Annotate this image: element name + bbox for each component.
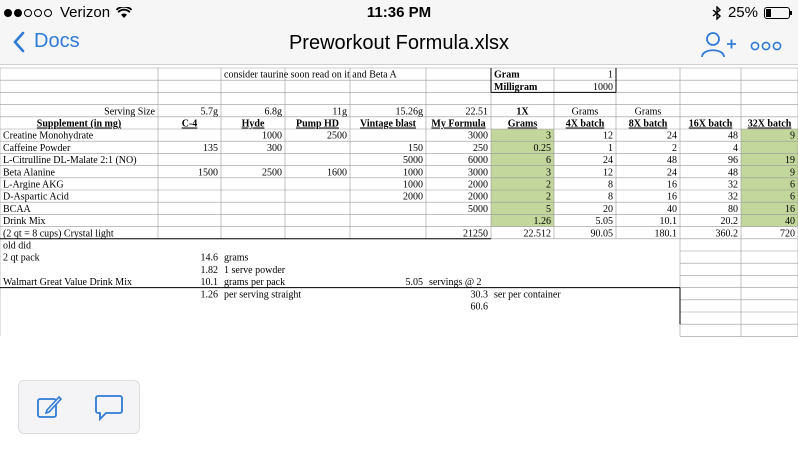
highlight-cell — [491, 178, 554, 190]
status-bar — [0, 0, 798, 26]
sheet-cell[interactable]: 2500 — [262, 167, 282, 179]
sheet-cell[interactable]: per serving straight — [224, 289, 302, 301]
sheet-cell[interactable]: 40 — [785, 216, 795, 228]
highlight-cell — [491, 153, 554, 165]
sheet-cell[interactable]: 8X batch — [628, 118, 668, 130]
sheet-cell[interactable]: 2 — [546, 191, 551, 203]
sheet-cell[interactable]: servings @ 2 — [429, 277, 482, 289]
sheet-cell[interactable]: 8 — [608, 191, 613, 203]
sheet-cell[interactable]: 2500 — [327, 130, 347, 142]
sheet-cell[interactable]: 135 — [203, 142, 218, 154]
sheet-cell[interactable]: 1000 — [593, 81, 613, 93]
highlight-cell — [491, 166, 554, 178]
sheet-cell[interactable]: 360.2 — [715, 228, 738, 240]
sheet-cell[interactable]: 5.05 — [405, 277, 423, 289]
sheet-cell[interactable]: grams — [224, 252, 249, 264]
sheet-cell[interactable]: 20 — [603, 203, 613, 215]
sheet-cell[interactable]: C-4 — [181, 118, 198, 130]
sheet-cell[interactable]: 90.05 — [590, 228, 613, 240]
sheet-cell[interactable]: 2 qt pack — [3, 252, 40, 264]
status-time: 11:36 PM — [366, 4, 432, 21]
sheet-cell[interactable]: 80 — [728, 203, 738, 215]
sheet-cell[interactable]: Beta Alanine — [3, 167, 55, 179]
sheet-cell[interactable]: 2000 — [468, 179, 488, 191]
sheet-cell[interactable]: 4 — [733, 142, 738, 154]
sheet-cell[interactable]: 1 serve powder — [224, 264, 286, 276]
sheet-cell[interactable]: 30.3 — [470, 289, 488, 301]
sheet-cell[interactable]: Walmart Great Value Drink Mix — [3, 277, 132, 289]
chevron-left-icon — [12, 31, 26, 53]
sheet-cell[interactable]: old did — [3, 240, 32, 252]
sheet-cell[interactable]: 150 — [408, 142, 423, 154]
sheet-cell[interactable]: 24 — [667, 167, 677, 179]
add-person-button[interactable] — [700, 30, 738, 65]
sheet-cell[interactable]: 24 — [603, 155, 613, 167]
sheet-cell[interactable]: 48 — [728, 167, 738, 179]
highlight-cell — [741, 141, 798, 153]
sheet-cell[interactable]: 720 — [780, 228, 795, 240]
sheet-cell[interactable]: 32 — [728, 191, 738, 203]
sheet-cell[interactable]: 3 — [546, 130, 551, 142]
sheet-cell[interactable]: 2 — [672, 142, 677, 154]
sheet-cell[interactable]: 6000 — [468, 155, 488, 167]
document-title: Preworkout Formula.xlsx — [288, 32, 510, 54]
sheet-cell[interactable]: 60.6 — [470, 301, 488, 313]
sheet-cell[interactable]: 48 — [667, 155, 677, 167]
sheet-cell[interactable]: 48 — [728, 130, 738, 142]
sheet-cell[interactable]: 32X batch — [747, 118, 792, 130]
sheet-cell[interactable]: 300 — [267, 142, 282, 154]
sheet-cell[interactable]: 2 — [546, 179, 551, 191]
sheet-cell[interactable]: 4X batch — [565, 118, 605, 130]
sheet-cell[interactable]: 6 — [790, 191, 795, 203]
sheet-cell[interactable]: 1.26 — [200, 289, 218, 301]
sheet-cell[interactable]: 9 — [790, 167, 795, 179]
sheet-cell[interactable]: 16 — [667, 179, 677, 191]
sheet-cell[interactable]: 6.8g — [264, 106, 282, 118]
more-icon — [750, 41, 782, 51]
sheet-cell[interactable]: 10.1 — [200, 277, 218, 289]
sheet-cell[interactable]: 10.1 — [659, 216, 677, 228]
highlight-cell — [491, 190, 554, 202]
sheet-cell[interactable]: 16 — [785, 203, 795, 215]
sheet-cell[interactable]: 2000 — [403, 191, 423, 203]
sheet-cell[interactable]: Grams — [571, 106, 599, 118]
nav-bar — [0, 26, 798, 65]
sheet-cell[interactable]: 5.7g — [200, 106, 218, 118]
sheet-cell[interactable]: 5000 — [403, 155, 423, 167]
sheet-cell[interactable]: 0.25 — [533, 142, 551, 154]
sheet-cell[interactable]: Grams — [507, 118, 538, 130]
sheet-cell[interactable]: 1.82 — [200, 264, 218, 276]
sheet-cell[interactable]: 22.51 — [465, 106, 488, 118]
sheet-cell[interactable]: 22.512 — [523, 228, 551, 240]
sheet-cell[interactable]: Supplement (in mg) — [36, 118, 122, 130]
back-button[interactable] — [12, 30, 80, 53]
sheet-cell[interactable]: Milligram — [494, 81, 538, 93]
sheet-cell[interactable]: 16 — [667, 191, 677, 203]
sheet-cell[interactable]: Serving Size — [104, 106, 155, 118]
back-label: Docs — [34, 30, 80, 52]
sheet-cell[interactable]: 20.2 — [720, 216, 738, 228]
highlight-cell — [491, 129, 554, 141]
comment-icon — [94, 393, 124, 421]
sheet-cell[interactable]: 12 — [603, 167, 613, 179]
sheet-cell[interactable]: consider taurine soon read on it and Beta A — [224, 69, 397, 81]
sheet-cell[interactable]: 12 — [603, 130, 613, 142]
sheet-cell[interactable]: 3000 — [468, 130, 488, 142]
sheet-cell[interactable]: 15.26g — [395, 106, 423, 118]
sheet-cell[interactable]: Drink Mix — [3, 216, 46, 228]
sheet-cell[interactable]: D-Aspartic Acid — [3, 191, 69, 203]
highlight-cell — [491, 202, 554, 214]
sheet-cell[interactable]: 1X — [516, 106, 529, 118]
battery-percent: 25% — [727, 4, 758, 21]
sheet-cell[interactable]: 1000 — [262, 130, 282, 142]
sheet-cell[interactable]: 6 — [790, 179, 795, 191]
edit-button[interactable] — [35, 393, 63, 421]
edit-toolbar — [18, 380, 140, 434]
more-button[interactable] — [750, 38, 782, 56]
battery-icon — [764, 7, 790, 19]
add-person-icon — [700, 30, 738, 60]
sheet-cell[interactable]: 1000 — [403, 167, 423, 179]
sheet-cell[interactable]: Pump HD — [295, 118, 340, 130]
sheet-cell[interactable]: Creatine Monohydrate — [3, 130, 94, 142]
sheet-cell[interactable]: 16X batch — [688, 118, 733, 130]
sheet-cell[interactable]: 14.6 — [200, 252, 218, 264]
sheet-cell[interactable]: BCAA — [3, 203, 31, 215]
sheet-cell[interactable]: 5 — [546, 203, 551, 215]
bluetooth-icon — [712, 6, 722, 20]
sheet-cell[interactable]: 3000 — [468, 167, 488, 179]
carrier-label: Verizon — [60, 4, 111, 21]
sheet-cell[interactable]: 1600 — [327, 167, 347, 179]
sheet-cell[interactable]: 11g — [332, 106, 347, 118]
sheet-cell[interactable]: 250 — [473, 142, 488, 154]
sheet-cell[interactable]: Vintage blast — [359, 118, 417, 130]
sheet-cell[interactable]: Caffeine Powder — [3, 142, 71, 154]
sheet-cell[interactable]: 5.05 — [595, 216, 613, 228]
edit-icon — [35, 393, 63, 421]
sheet-cell[interactable]: My Formula — [431, 118, 486, 130]
sheet-cell[interactable]: 8 — [608, 179, 613, 191]
sheet-cell[interactable]: grams per pack — [224, 277, 286, 289]
sheet-cell[interactable]: 24 — [667, 130, 677, 142]
comment-button[interactable] — [94, 393, 124, 421]
sheet-cell[interactable]: (2 qt = 8 cups) Crystal light — [3, 228, 114, 240]
sheet-cell[interactable]: 5000 — [468, 203, 488, 215]
sheet-cell[interactable]: L-Argine AKG — [3, 179, 64, 191]
sheet-cell[interactable]: Grams — [634, 106, 662, 118]
sheet-cell[interactable]: 19 — [785, 155, 795, 167]
sheet-cell[interactable]: 9 — [790, 130, 795, 142]
status-right — [712, 4, 790, 21]
sheet-cell[interactable]: ser per container — [494, 289, 561, 301]
sheet-cell[interactable]: 1.26 — [533, 216, 551, 228]
sheet-cell[interactable]: 40 — [667, 203, 677, 215]
sheet-cell[interactable]: L-Citrulline DL-Malate 2:1 (NO) — [3, 155, 137, 167]
sheet-cell[interactable]: 3 — [546, 167, 551, 179]
sheet-cell[interactable]: 1000 — [403, 179, 423, 191]
sheet-cell[interactable]: 1 — [608, 142, 613, 154]
sheet-cell[interactable]: Hyde — [241, 118, 265, 130]
sheet-cell[interactable]: Gram — [494, 69, 520, 81]
sheet-cell[interactable]: 2000 — [468, 191, 488, 203]
sheet-cell[interactable]: 6 — [546, 155, 551, 167]
sheet-cell[interactable]: 1 — [608, 69, 613, 81]
sheet-cell[interactable]: 21250 — [463, 228, 488, 240]
sheet-cell[interactable]: 32 — [728, 179, 738, 191]
sheet-cell[interactable]: 96 — [728, 155, 738, 167]
sheet-cell[interactable]: 1500 — [198, 167, 218, 179]
sheet-cell[interactable]: 180.1 — [654, 228, 677, 240]
